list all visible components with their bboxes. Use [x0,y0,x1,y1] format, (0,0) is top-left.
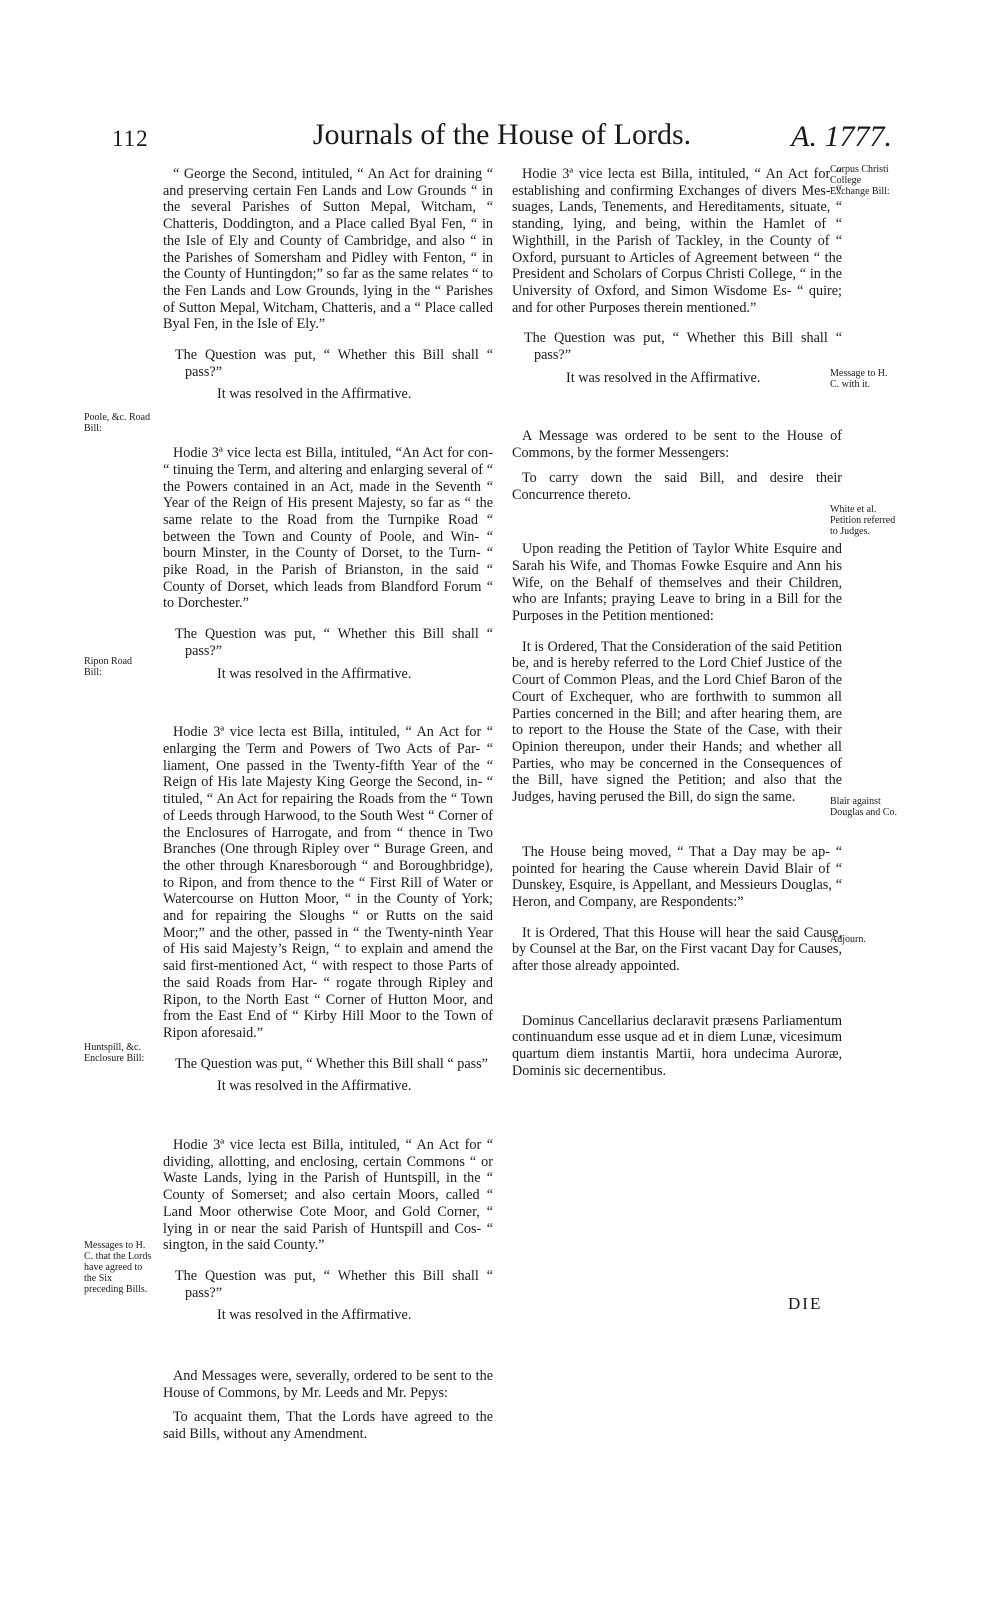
resolution-text: It was resolved in the Affirmative. [217,1307,412,1324]
margin-note-ripon: Ripon Road Bill: [84,656,133,678]
question-text: The Question was put, “ Whether this Bill shall “ pass?” [175,347,493,380]
question-text: The Question was put, “ Whether this Bill shall “ pass?” [175,1267,493,1301]
paragraph: Hodie 3ª vice lecta est Billa, intituled, “ An Act for “ establishing and confirming Exchanges of divers Mes- “ suages, Lands, Tenements, and Hereditaments, situate, “ standing, lying, and being, within the Hamlet of “ Wighthill, in the Parish of Tackley, in the County of “ Oxford, pursuant to Articles of Agreement between “ the President and Scholars of Corpus Christi College, “ in the University of Oxford, and Simon Wisdome Es- “ quire; and for other Purposes therein mentioned.” [512,166,842,316]
paragraph: And Messages were, severally, ordered to be sent to the House of Commons, by Mr. Leeds and Mr. Pepys: [163,1368,493,1401]
catchword: DIE [788,1294,823,1313]
page-header [112,118,892,166]
resolution-text: It was resolved in the Affirmative. [217,665,412,682]
paragraph: Hodie 3ª vice lecta est Billa, intituled, “ An Act for “ enlarging the Term and Powers of Two Acts of Par- “ liament, One passed in the Twenty-fifth Year of the “ Reign of His late Majesty King George the Second, in- “ tituled, “ An Act for repairing the Roads from the “ Town of Leeds through Harwood, to the South West “ Corner of the Enclosures of Harrogate, and from “ thence in Two Branches (One through Ripley over “ Burage Green, and the other through Knaresborough “ and Boroughbridge), to Ripon, and from thence to the “ First Rill of Water or Watercourse on Hutton Moor, “ in the County of York; and for repairing the Sloughs “ or Rutts on the said Moor;” and the other, passed in “ the Twenty-ninth Year of His said Majesty’s Reign, “ to explain and amend the said first-mentioned Act, “ with respect to those Parts of the said Roads from Har- “ rogate through Ripley and Ripon, to the North East “ Corner of Hutton Moor, and from the East End of “ Kirby Hill Moor to the Town of Ripon aforesaid.” [163,724,493,1041]
paragraph: Hodie 3ª vice lecta est Billa, intituled, “An Act for con- “ tinuing the Term, and altering and enlarging several of “ the Powers contained in an Act, made in the Seventh “ Year of the Reign of His present Majesty, so far as “ the same relate to the Road from the Turnpike Road “ between the Town and County of Poole, and Win- “ bourn Minster, in the County of Dorset, to the Turn- “ pike Road, in the Parish of Brianston, in the said “ County of Dorset, which leads from Blandford Forum “ to Dorchester.” [163,445,493,612]
paragraph: To acquaint them, That the Lords have agreed to the said Bills, without any Amendment. [163,1409,493,1443]
page-year: A. 1777. [791,120,892,153]
margin-note-poole: Poole, &c. Road Bill: [84,412,151,434]
paragraph: Upon reading the Petition of Taylor White Esquire and Sarah his Wife, and Thomas Fowke Esquire and Ann his Wife, on the Behalf of themselves and their Children, who are Infants; praying Leave to bring in a Bill for the Purposes in the Petition mentioned: [512,541,842,625]
left-column [163,166,493,1457]
paragraph: A Message was ordered to be sent to the House of Commons, by the former Messengers: [512,428,842,462]
margin-note-messages: Messages to H. C. that the Lords have agreed to the Six preceding Bills. [84,1240,152,1295]
paragraph: The House being moved, “ That a Day may be ap- “ pointed for hearing the Cause wherein David Blair of “ Dunskey, Esquire, is Appellant, and Messieurs Douglas, “ Heron, and Company, are Respondents:” [512,843,842,910]
margin-note-huntspill: Huntspill, &c. Enclosure Bill: [84,1042,145,1064]
margin-note-corpus-christi: Corpus Christi College Exchange Bill: [830,164,890,197]
question-text: The Question was put, “ Whether this Bill shall “ pass” [175,1055,488,1072]
margin-note-message-hc: Message to H. C. with it. [830,368,888,390]
resolution-text: It was resolved in the Affirmative. [566,369,761,386]
paragraph: It is Ordered, That the Consideration of the said Petition be, and is hereby referred to the Lord Chief Justice of the Court of Common Pleas, and the Lord Chief Baron of the Court of Exchequer, who are forthwith to summon all Parties concerned in the Bill; and after hearing them, are to report to the House the State of the Case, with their Opinion thereupon, under their Hands; and whether all Parties, who may be concerned in the Consequences of the Bill, have signed the Petition; and also that the Judges, having perused the Bill, do sign the same. [512,638,842,806]
paragraph: To carry down the said Bill, and desire their Concurrence thereto. [512,469,842,503]
question-text: The Question was put, “ Whether this Bill shall “ pass?” [524,330,842,364]
paragraph: Hodie 3ª vice lecta est Billa, intituled, “ An Act for “ dividing, allotting, and enclosing, certain Commons “ or Waste Lands, lying in the Parish of Huntspill, in the “ County of Somerset; and also certain Moors, called “ Land Moor otherwise Cote Moor, and Gold Corner, “ lying in or near the said Parish of Huntspill and Cos- “ sington, in the said County.” [163,1137,493,1254]
margin-note-adjourn: Adjourn. [830,934,866,945]
resolution-text: It was resolved in the Affirmative. [217,386,412,403]
page-title: Journals of the House of Lords. [312,118,692,151]
right-column [512,166,842,1094]
page-number: 112 [112,126,149,151]
question-text: The Question was put, “ Whether this Bill shall “ pass?” [175,626,493,659]
paragraph: It is Ordered, That this House will hear the said Cause, by Counsel at the Bar, on the First vacant Day for Causes, after those already appointed. [512,924,842,975]
resolution-text: It was resolved in the Affirmative. [217,1078,412,1095]
margin-note-blair: Blair against Douglas and Co. [830,796,897,818]
margin-note-white-petition: White et al. Petition referred to Judges. [830,504,896,537]
paragraph: “ George the Second, intituled, “ An Act for draining “ and preserving certain Fen Lands and Low Grounds “ in the several Parishes of Sutton Mepal, Witcham, “ Chatteris, Doddington, and a Place called Byal Fen, “ in the Isle of Ely and County of Cambridge, and also “ in the Parishes of Somersham and Pidley with Fenton, “ in the County of Huntingdon;” so far as the same relates “ to the Fen Lands and Low Grounds, lying in the “ Parishes of Sutton Mepal, Witcham, Chatteris, and a “ Place called Byal Fen, in the Isle of Ely.” [163,166,493,333]
paragraph: Dominus Cancellarius declaravit præsens Parliamentum continuandum esse usque ad et in diem Lunæ, vicesimum quartum diem instantis Martii, hora undecima Auroræ, Dominis sic decernentibus. [512,1012,842,1079]
